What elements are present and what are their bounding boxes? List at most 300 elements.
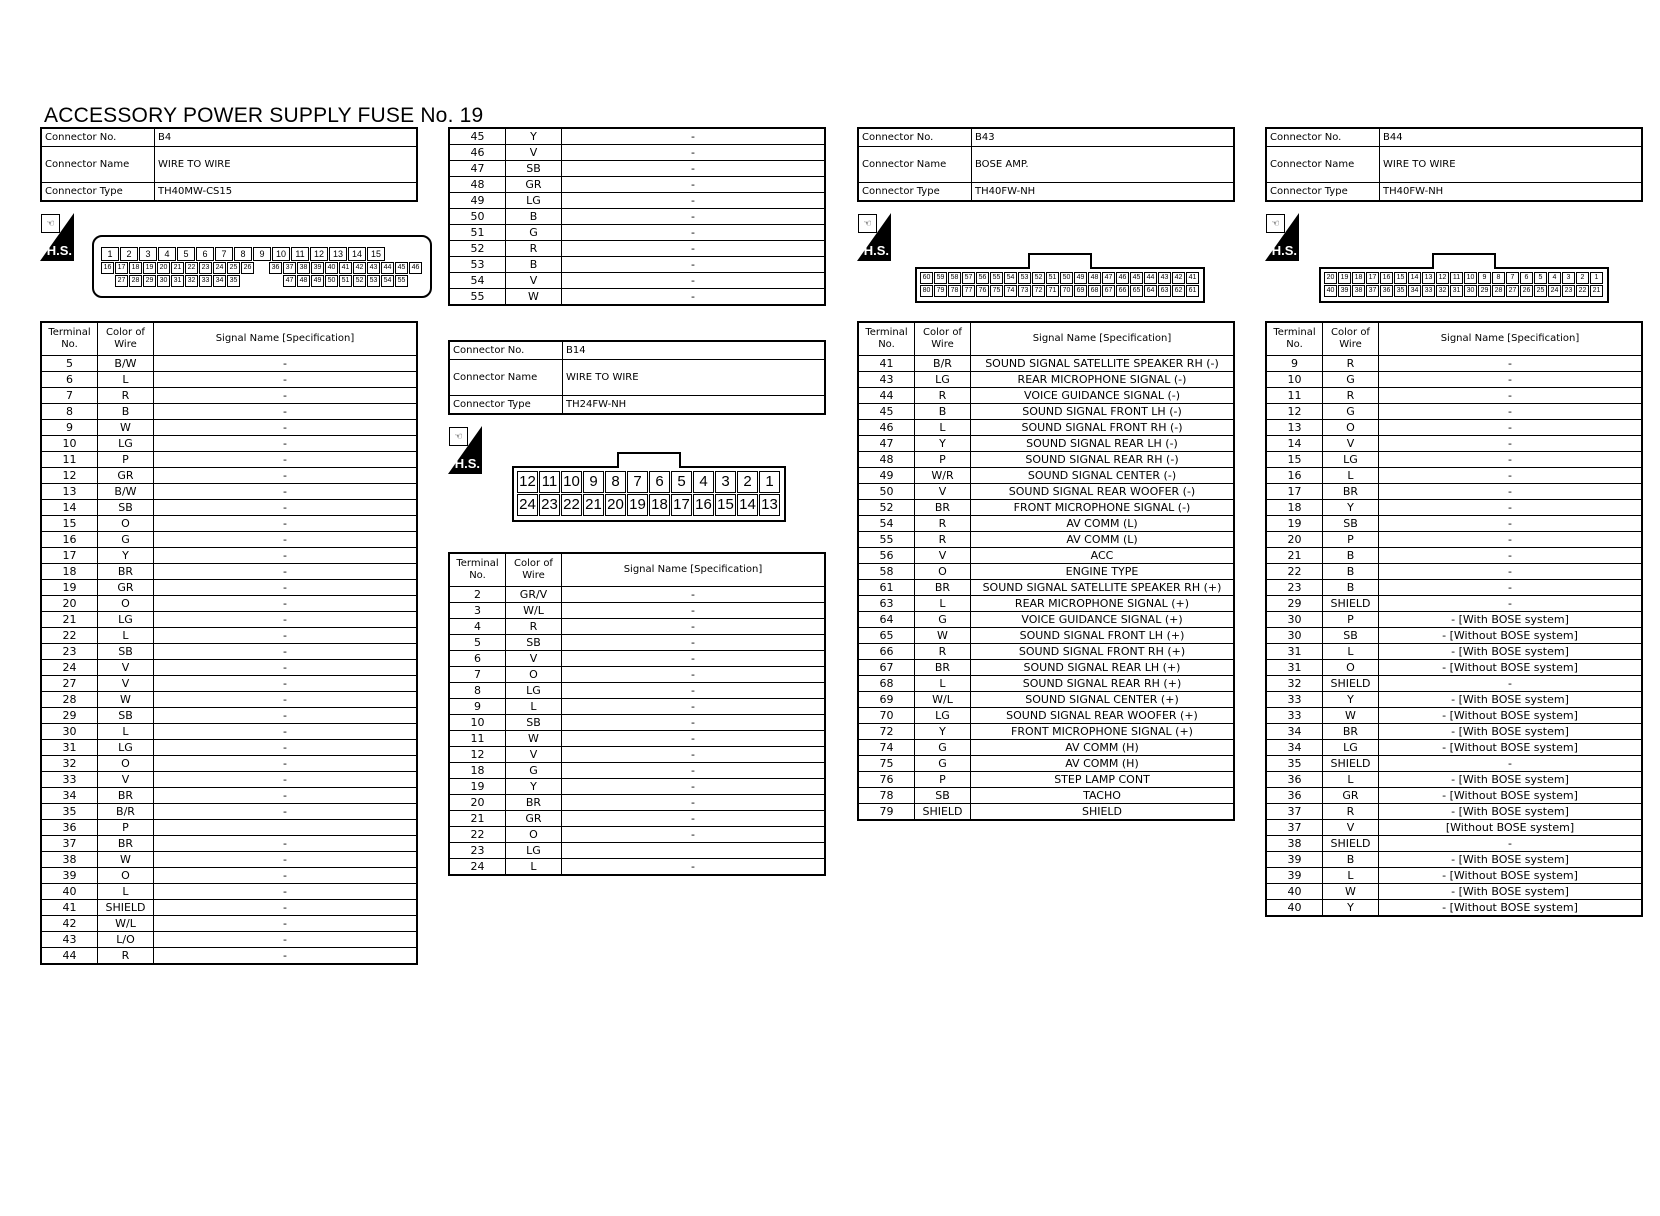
pin-cell: 61 [1186,285,1199,297]
table-row [1266,804,1642,820]
signal-name-cell: - [154,484,418,500]
harness-side-icon: ☜ H.S. [1265,213,1299,261]
table-row [1266,708,1642,724]
table-row [41,516,417,532]
signal-name-cell: TACHO [971,788,1235,804]
signal-name-cell: - [562,177,826,193]
terminal-no-cell: 44 [41,948,98,965]
wire-color-cell: BR [915,500,971,516]
signal-name-cell: - [1379,836,1643,852]
pin-cell: 70 [1060,285,1073,297]
wire-color-cell: B [506,257,562,273]
terminal-no-cell: 44 [858,388,915,404]
terminal-no-cell: 34 [1266,724,1323,740]
pin-cell: 80 [920,285,933,297]
signal-name-cell: FRONT MICROPHONE SIGNAL (-) [971,500,1235,516]
connector-b4-continued-and-b14 [448,127,826,876]
pin-cell: 22 [185,262,198,274]
table-row [858,548,1234,564]
terminal-no-cell: 23 [1266,580,1323,596]
terminal-no-cell: 63 [858,596,915,612]
wire-color-cell: LG [506,193,562,209]
connector-type: TH40MW-CS15 [155,183,418,202]
pin-cell: 77 [962,285,975,297]
terminal-no-cell: 6 [449,651,506,667]
label-connector-name: Connector Name [1266,147,1380,183]
signal-name-cell: SOUND SIGNAL REAR LH (-) [971,436,1235,452]
pin-cell: 28 [1492,285,1505,297]
table-row [858,772,1234,788]
signal-name-cell: - [154,644,418,660]
wire-color-cell: SB [98,500,154,516]
terminal-no-cell: 38 [1266,836,1323,852]
table-row [449,209,825,225]
wire-color-cell: B [1323,564,1379,580]
signal-name-cell: - [562,193,826,209]
signal-name-cell: - [154,516,418,532]
pin-cell: 11 [291,247,309,261]
pin-cell: 13 [1422,272,1435,284]
table-row [858,708,1234,724]
table-row [41,420,417,436]
wire-color-cell: SB [98,644,154,660]
pin-cell: 3 [139,247,157,261]
terminal-no-cell: 54 [449,273,506,289]
pin-cell: 24 [1548,285,1561,297]
wire-color-cell: BR [506,795,562,811]
signal-name-cell: SOUND SIGNAL REAR LH (+) [971,660,1235,676]
wire-color-cell: LG [98,740,154,756]
signal-name-cell: SHIELD [971,804,1235,821]
signal-name-cell: - [562,651,826,667]
signal-name-cell: ENGINE TYPE [971,564,1235,580]
signal-name-cell: - [154,884,418,900]
wire-color-cell: LG [98,436,154,452]
signal-name-cell: ACC [971,548,1235,564]
pin-row [517,471,781,494]
wire-color-cell: W [98,692,154,708]
terminal-no-cell: 9 [41,420,98,436]
wire-color-cell: B [1323,852,1379,868]
pin-cell: 13 [759,494,780,516]
signal-name-cell: - [154,852,418,868]
terminal-no-cell: 30 [41,724,98,740]
signal-name-cell: - [154,804,418,820]
pin-cell: 10 [1464,272,1477,284]
table-row [858,628,1234,644]
terminal-no-cell: 35 [41,804,98,820]
pin-cell: 10 [272,247,290,261]
table-row [41,612,417,628]
label-connector-no: Connector No. [1266,128,1380,147]
wire-color-cell: L [1323,644,1379,660]
terminal-no-cell: 9 [449,699,506,715]
wire-color-cell: O [98,868,154,884]
signal-name-cell: - [562,273,826,289]
table-row [858,804,1234,821]
wire-color-cell: O [1323,660,1379,676]
terminal-no-cell: 79 [858,804,915,821]
table-row [41,596,417,612]
signal-name-cell: VOICE GUIDANCE SIGNAL (+) [971,612,1235,628]
terminal-no-cell: 32 [1266,676,1323,692]
pin-cell: 30 [157,275,170,287]
wire-color-cell: V [915,548,971,564]
terminal-no-cell: 65 [858,628,915,644]
signal-name-cell: SOUND SIGNAL FRONT RH (+) [971,644,1235,660]
table-row [1266,756,1642,772]
wire-color-cell: SB [915,788,971,804]
table-row [1266,660,1642,676]
col-signal-name: Signal Name [Specification] [154,322,418,356]
terminal-no-cell: 55 [449,289,506,306]
table-row [41,836,417,852]
signal-name-cell: - [1379,580,1643,596]
signal-name-cell: - [562,715,826,731]
wire-color-cell: V [506,747,562,763]
signal-name-cell: - [562,667,826,683]
table-row [41,772,417,788]
pin-cell: 72 [1032,285,1045,297]
signal-name-cell: - [1379,500,1643,516]
wire-color-cell: W [506,289,562,306]
wire-color-cell: LG [1323,452,1379,468]
signal-name-cell: - [562,587,826,603]
terminal-no-cell: 43 [858,372,915,388]
terminal-no-cell: 14 [41,500,98,516]
table-row [449,193,825,209]
wire-color-cell: Y [506,779,562,795]
wire-color-cell: SB [1323,628,1379,644]
signal-name-cell: - [1379,564,1643,580]
wire-color-cell: BR [98,836,154,852]
table-row [449,161,825,177]
pin-cell: 62 [1172,285,1185,297]
signal-name-cell: - [562,747,826,763]
terminal-no-cell: 24 [449,859,506,876]
terminal-no-cell: 39 [1266,868,1323,884]
signal-name-cell: - [1379,372,1643,388]
label-connector-name: Connector Name [41,147,155,183]
table-row [449,827,825,843]
table-row [1266,852,1642,868]
signal-name-cell: - [154,580,418,596]
connector-header [1265,127,1643,202]
signal-name-cell: - [154,628,418,644]
pin-cell: 36 [269,262,282,274]
wire-color-cell: LG [1323,740,1379,756]
pin-cell: 24 [213,262,226,274]
pin-cell: 48 [297,275,310,287]
table-row [1266,500,1642,516]
pin-cell: 44 [381,262,394,274]
pin-cell: 15 [367,247,385,261]
terminal-no-cell: 48 [858,452,915,468]
signal-name-cell: SOUND SIGNAL REAR RH (+) [971,676,1235,692]
table-row [41,884,417,900]
table-row [41,900,417,916]
signal-name-cell: - [154,740,418,756]
wire-color-cell: R [915,644,971,660]
pin-cell: 56 [976,272,989,284]
pin-cell: 54 [1004,272,1017,284]
terminal-no-cell: 64 [858,612,915,628]
pin-cell: 67 [1102,285,1115,297]
signal-name-cell: SOUND SIGNAL CENTER (+) [971,692,1235,708]
table-row [41,740,417,756]
table-row [41,820,417,836]
pin-cell: 55 [395,275,408,287]
connector-face [92,235,432,298]
table-row [858,740,1234,756]
table-row [1266,724,1642,740]
wire-color-cell: L [98,724,154,740]
table-row [858,436,1234,452]
terminal-no-cell: 37 [1266,804,1323,820]
terminal-no-cell: 39 [41,868,98,884]
terminal-no-cell: 13 [1266,420,1323,436]
terminal-no-cell: 51 [449,225,506,241]
terminal-no-cell: 66 [858,644,915,660]
signal-name-cell: - [1379,452,1643,468]
table-row [41,804,417,820]
signal-name-cell: - [154,948,418,965]
table-row [858,724,1234,740]
terminal-no-cell: 41 [858,356,915,372]
table-row [858,404,1234,420]
harness-side-icon: ☜ H.S. [40,213,74,261]
wire-color-cell: Y [1323,500,1379,516]
pin-cell: 42 [353,262,366,274]
wire-color-cell: W [915,628,971,644]
terminal-no-cell: 49 [858,468,915,484]
pin-cell: 12 [517,471,538,493]
terminal-no-cell: 18 [449,763,506,779]
wire-color-cell: B [98,404,154,420]
wire-color-cell: R [1323,388,1379,404]
terminal-no-cell: 15 [1266,452,1323,468]
terminal-no-cell: 11 [449,731,506,747]
pin-cell: 24 [517,494,538,516]
wire-color-cell: P [915,772,971,788]
signal-name-cell: AV COMM (L) [971,532,1235,548]
table-row [858,468,1234,484]
signal-name-cell: - [154,772,418,788]
table-row [41,436,417,452]
table-row [41,948,417,965]
table-row [449,699,825,715]
pin-cell: 44 [1144,272,1157,284]
pin-cell: 71 [1046,285,1059,297]
pin-cell: 15 [1394,272,1407,284]
signal-name-cell [154,820,418,836]
wire-color-cell: B/R [98,804,154,820]
pin-cell: 17 [115,262,128,274]
pin-cell: 21 [1590,285,1603,297]
pin-cell: 11 [1450,272,1463,284]
connector-header [40,127,418,202]
table-row [858,516,1234,532]
signal-name-cell: - [Without BOSE system] [1379,900,1643,917]
wire-color-cell: W [1323,884,1379,900]
pin-cell: 51 [339,275,352,287]
signal-name-cell: - [562,763,826,779]
pin-cell: 46 [409,262,422,274]
terminal-no-cell: 12 [1266,404,1323,420]
terminal-no-cell: 29 [41,708,98,724]
pin-row [101,275,423,288]
signal-name-cell: - [154,932,418,948]
pin-cell: 49 [1074,272,1087,284]
terminal-no-cell: 22 [41,628,98,644]
pin-cell: 5 [671,471,692,493]
signal-name-cell: - [562,795,826,811]
table-row [1266,436,1642,452]
terminal-no-cell: 11 [41,452,98,468]
pin-cell: 59 [934,272,947,284]
wire-color-cell: W/L [98,916,154,932]
wire-color-cell: L [1323,772,1379,788]
pin-cell: 53 [367,275,380,287]
table-row [449,843,825,859]
terminal-no-cell: 15 [41,516,98,532]
terminal-no-cell: 43 [41,932,98,948]
signal-name-cell: [Without BOSE system] [1379,820,1643,836]
signal-name-cell: - [154,692,418,708]
pin-cell: 33 [199,275,212,287]
wire-color-cell: G [915,740,971,756]
table-row [449,619,825,635]
pin-cell: 34 [213,275,226,287]
terminal-no-cell: 37 [41,836,98,852]
terminal-no-cell: 39 [1266,852,1323,868]
signal-name-cell: AV COMM (H) [971,740,1235,756]
wire-color-cell: Y [506,128,562,145]
wire-color-cell: P [98,452,154,468]
wire-color-cell: L [98,884,154,900]
terminal-no-cell: 50 [858,484,915,500]
wire-color-cell: LG [506,683,562,699]
wire-color-cell: B [1323,580,1379,596]
signal-name-cell: - [Without BOSE system] [1379,868,1643,884]
terminal-no-cell: 46 [858,420,915,436]
table-row [449,603,825,619]
wire-color-cell: BR [98,564,154,580]
table-row [449,225,825,241]
wire-color-cell: R [98,388,154,404]
pin-row [101,247,423,262]
table-row [1266,628,1642,644]
pin-cell: 37 [283,262,296,274]
terminal-no-cell: 4 [449,619,506,635]
pin-cell: 14 [1408,272,1421,284]
terminal-no-cell: 40 [41,884,98,900]
table-row [449,587,825,603]
terminal-no-cell: 29 [1266,596,1323,612]
wire-color-cell: GR [506,811,562,827]
terminal-no-cell: 32 [41,756,98,772]
pin-cell: 50 [325,275,338,287]
wire-color-cell: W [1323,708,1379,724]
pin-row [1324,272,1604,285]
pin-cell: 37 [1366,285,1379,297]
signal-name-cell: - [Without BOSE system] [1379,660,1643,676]
wire-color-cell: W/R [915,468,971,484]
label-connector-type: Connector Type [858,183,972,202]
table-row [858,564,1234,580]
pin-cell: 41 [339,262,352,274]
terminal-no-cell: 70 [858,708,915,724]
col-terminal-no: Terminal No. [41,322,98,356]
wire-color-cell: W [98,420,154,436]
terminal-no-cell: 78 [858,788,915,804]
signal-name-cell: - [562,289,826,306]
pin-cell: 64 [1144,285,1157,297]
connector-type: TH40FW-NH [1380,183,1643,202]
pin-cell: 21 [171,262,184,274]
pin-cell: 29 [1478,285,1491,297]
terminal-no-cell: 47 [858,436,915,452]
pin-cell: 7 [1506,272,1519,284]
table-row [41,644,417,660]
pin-cell: 45 [395,262,408,274]
table-row [41,484,417,500]
signal-name-cell: - [154,660,418,676]
col-color-of-wire: Color of Wire [1323,322,1379,356]
pin-cell: 74 [1004,285,1017,297]
pin-cell: 79 [934,285,947,297]
signal-name-cell: - [562,619,826,635]
hand-icon: ☜ [1266,214,1285,233]
pin-cell: 13 [329,247,347,261]
signal-name-cell: - [562,731,826,747]
wire-color-cell: V [506,145,562,161]
pin-cell: 2 [120,247,138,261]
connector-no: B43 [972,128,1235,147]
table-row [41,372,417,388]
signal-name-cell: - [154,900,418,916]
signal-name-cell: - [154,916,418,932]
signal-name-cell: - [562,683,826,699]
terminal-no-cell: 33 [41,772,98,788]
pin-cell: 4 [158,247,176,261]
terminal-no-cell: 21 [41,612,98,628]
signal-name-cell: - [562,161,826,177]
wire-color-cell: V [98,772,154,788]
table-row [858,660,1234,676]
table-row [41,916,417,932]
signal-name-cell: - [1379,404,1643,420]
table-row [41,548,417,564]
signal-name-cell: - [154,676,418,692]
signal-name-cell: SOUND SIGNAL FRONT RH (-) [971,420,1235,436]
pin-cell: 20 [157,262,170,274]
table-row [1266,596,1642,612]
pin-cell: 12 [310,247,328,261]
wire-color-cell: GR [98,468,154,484]
pin-cell: 9 [583,471,604,493]
table-row [41,404,417,420]
terminal-no-cell: 2 [449,587,506,603]
hand-icon: ☜ [858,214,877,233]
signal-name-cell: - [154,788,418,804]
table-row [449,177,825,193]
terminal-no-cell: 22 [449,827,506,843]
connector-name: BOSE AMP. [972,147,1235,183]
pin-cell: 18 [649,494,670,516]
signal-table [857,321,1235,821]
wire-color-cell: B [915,404,971,420]
